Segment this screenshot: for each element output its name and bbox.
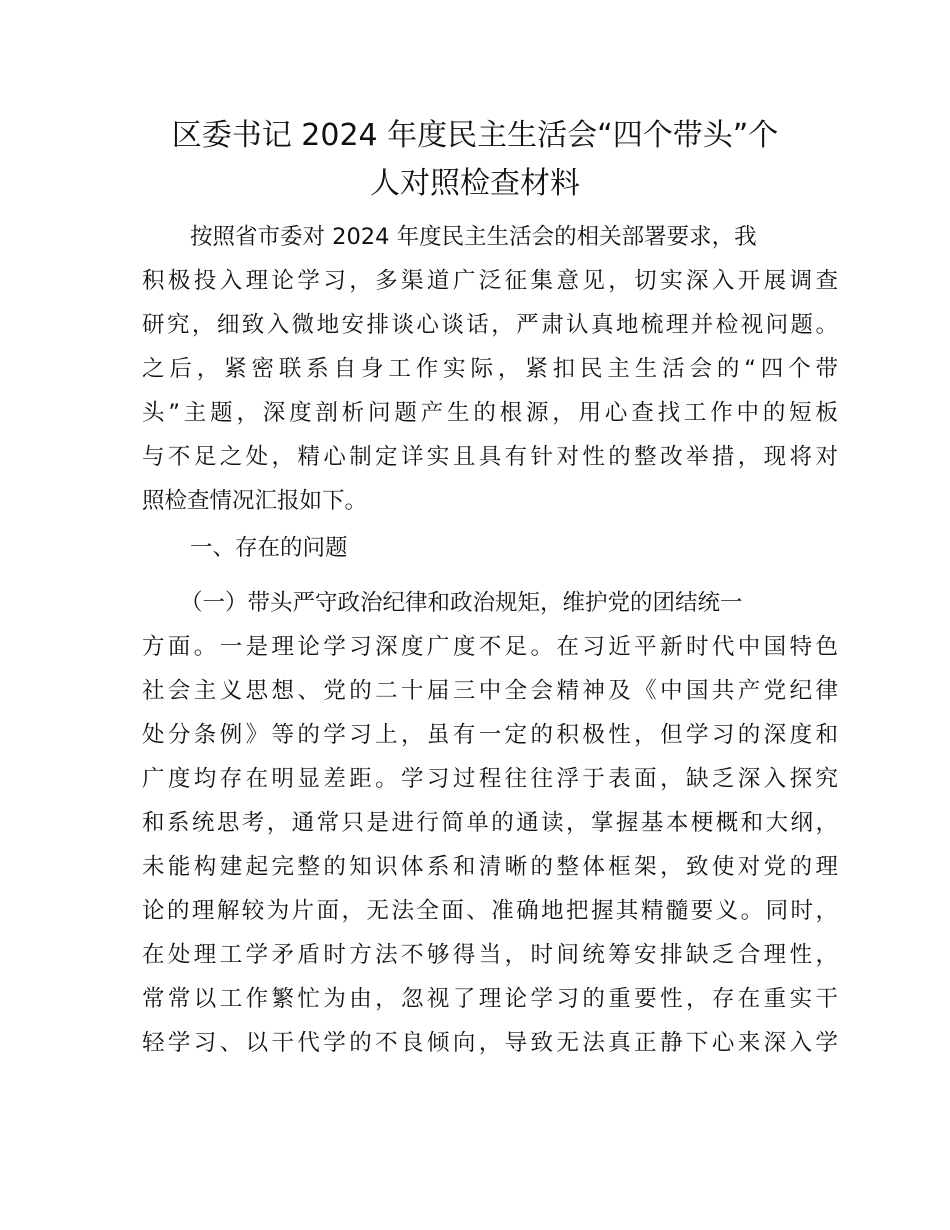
intro-line-2: 积极投入理论学习，多渠道广泛征集意见，切实深入开展调查 (142, 268, 838, 294)
intro-line-5: 头”主题，深度剖析问题产生的根源，用心查找工作中的短板 (142, 400, 838, 426)
subsection-line-7: 未能构建起完整的知识体系和清晰的整体框架，致使对党的理 (142, 854, 838, 880)
section-heading: 一、存在的问题 (190, 535, 348, 561)
title-line-2: 人对照检查材料 (370, 166, 580, 201)
intro-line-6: 与不足之处，精心制定详实且具有针对性的整改举措，现将对 (142, 444, 838, 470)
subsection-line-1: （一）带头严守政治纪律和政治规矩，维护党的团结统一 (180, 590, 743, 616)
subsection-line-10: 常常以工作繁忙为由，忽视了理论学习的重要性，存在重实干 (142, 986, 838, 1012)
subsection-line-3: 社会主义思想、党的二十届三中全会精神及《中国共产党纪律 (142, 678, 838, 704)
title-line-1: 区委书记 2024 年度民主生活会“四个带头”个 (171, 118, 779, 153)
subsection-line-2: 方面。一是理论学习深度广度不足。在习近平新时代中国特色 (142, 634, 838, 660)
document-title (120, 112, 830, 208)
intro-line-3: 研究，细致入微地安排谈心谈话，严肃认真地梳理并检视问题。 (142, 312, 838, 338)
subsection-line-8: 论的理解较为片面，无法全面、准确地把握其精髓要义。同时， (142, 898, 838, 924)
subsection-line-11: 轻学习、以干代学的不良倾向，导致无法真正静下心来深入学 (142, 1030, 838, 1056)
subsection-line-4: 处分条例》等的学习上，虽有一定的积极性，但学习的深度和 (142, 722, 838, 748)
intro-line-7: 照检查情况汇报如下。 (142, 488, 368, 514)
subsection-line-5: 广度均存在明显差距。学习过程往往浮于表面，缺乏深入探究 (142, 766, 838, 792)
subsection-line-9: 在处理工学矛盾时方法不够得当，时间统筹安排缺乏合理性， (142, 942, 838, 968)
intro-line-1: 按照省市委对 2024 年度民主生活会的相关部署要求，我 (190, 224, 757, 250)
subsection-line-6: 和系统思考，通常只是进行简单的通读，掌握基本梗概和大纲， (142, 810, 838, 836)
intro-line-4: 之后，紧密联系自身工作实际，紧扣民主生活会的“四个带 (142, 356, 838, 382)
